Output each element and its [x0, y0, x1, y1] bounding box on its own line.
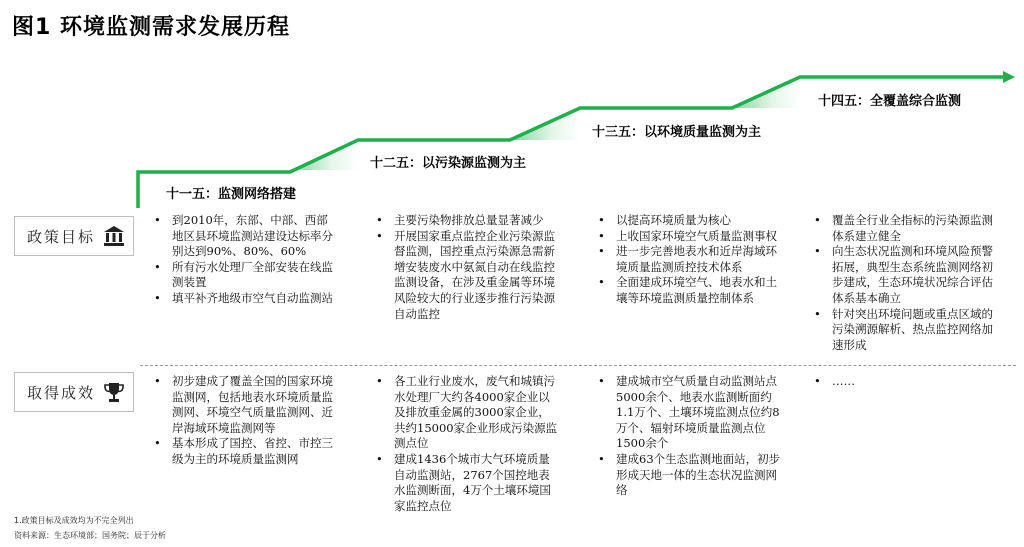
bullet-item: • 上收国家环境空气质量监测事权: [592, 229, 782, 245]
bullet-item: • 全面建成环境空气、地表水和土壤等环境监测质量控制体系: [592, 275, 782, 306]
row-label-results-text: 取得成效: [27, 383, 96, 402]
bullet-item: • 主要污染物排放总量显著减少: [370, 213, 560, 229]
phase-label-12th: 十二五：以污染源监测为主: [370, 156, 527, 171]
bullet-item: • ……: [808, 374, 998, 390]
footnote: 1.政策目标及成效均为不完全列出: [14, 516, 134, 525]
row-label-policy: [14, 216, 134, 256]
bullet-item: • 以提高环境质量为核心: [592, 213, 782, 229]
bullet-item: • 建成城市空气质量自动监测站点5000余个、地表水监测断面约1.1万个、土壤环境监测点位约8万个、辐射环境质量监测点位1500余个: [592, 374, 782, 452]
phase-label-11th: 十一五：监测网络搭建: [166, 187, 297, 202]
results-column-13th: [592, 374, 782, 499]
policy-column-11th: [148, 213, 338, 307]
source-note: 资料来源：生态环境部；国务院；辰于分析: [14, 531, 166, 540]
bullet-item: • 到2010年，东部、中部、西部地区县环境监测站建设达标率分别达到90%、80%、60%: [148, 213, 338, 260]
results-column-14th: [808, 374, 998, 390]
results-column-11th: [148, 374, 338, 468]
bullet-item: • 初步建成了覆盖全国的国家环境监测网，包括地表水环境质量监测网、环境空气质量监测网、近岸海域环境监测网等: [148, 374, 338, 436]
bullet-item: • 开展国家重点监控企业污染源监督监测，国控重点污染源急需新增安装废水中氨氮自动在线监控监测设备，在涉及重金属等环境风险较大的行业逐步推行污染源自动监控: [370, 229, 560, 323]
bullet-item: • 覆盖全行业全指标的污染源监测体系建立健全: [808, 213, 998, 244]
bullet-item: • 进一步完善地表水和近岸海域环境质量监测质控技术体系: [592, 244, 782, 275]
phase-label-14th: 十四五：全覆盖综合监测: [818, 94, 962, 109]
bullet-item: • 所有污水处理厂全部安装在线监测装置: [148, 260, 338, 291]
row-label-results: [14, 372, 134, 412]
staircase-timeline: [0, 0, 1024, 230]
bullet-item: • 建成1436个城市大气环境质量自动监测站，2767个国控地表水监测断面，4万个土壤环境国家监控点位: [370, 452, 560, 514]
bullet-item: • 建成63个生态监测地面站，初步形成天地一体的生态状况监测网络: [592, 452, 782, 499]
results-column-12th: [370, 374, 560, 514]
phase-label-13th: 十三五：以环境质量监测为主: [592, 125, 762, 140]
bullet-item: • 向生态状况监测和环境风险预警拓展，典型生态系统监测网络初步建成，生态环境状况综合评估体系基本确立: [808, 244, 998, 306]
stair-arrowhead: [1003, 71, 1015, 83]
policy-column-12th: [370, 213, 560, 322]
bullet-item: • 针对突出环境问题或重点区域的污染溯源解析、热点监控网络加速形成: [808, 307, 998, 354]
bullet-item: • 填平补齐地级市空气自动监测站: [148, 291, 338, 307]
policy-column-13th: [592, 213, 782, 307]
bank-building-icon: [103, 225, 125, 247]
bullet-item: • 基本形成了国控、省控、市控三级为主的环境质量监测网: [148, 436, 338, 467]
row-divider: [140, 365, 1016, 366]
policy-column-14th: [808, 213, 998, 353]
row-label-policy-text: 政策目标: [27, 227, 96, 246]
trophy-icon: [103, 381, 125, 403]
figure-title: 图1 环境监测需求发展历程: [12, 15, 290, 40]
bullet-item: • 各工业行业废水，废气和城镇污水处理厂大约各4000家企业以及排放重金属的3000家企业，共约15000家企业形成污染源监测点位: [370, 374, 560, 452]
